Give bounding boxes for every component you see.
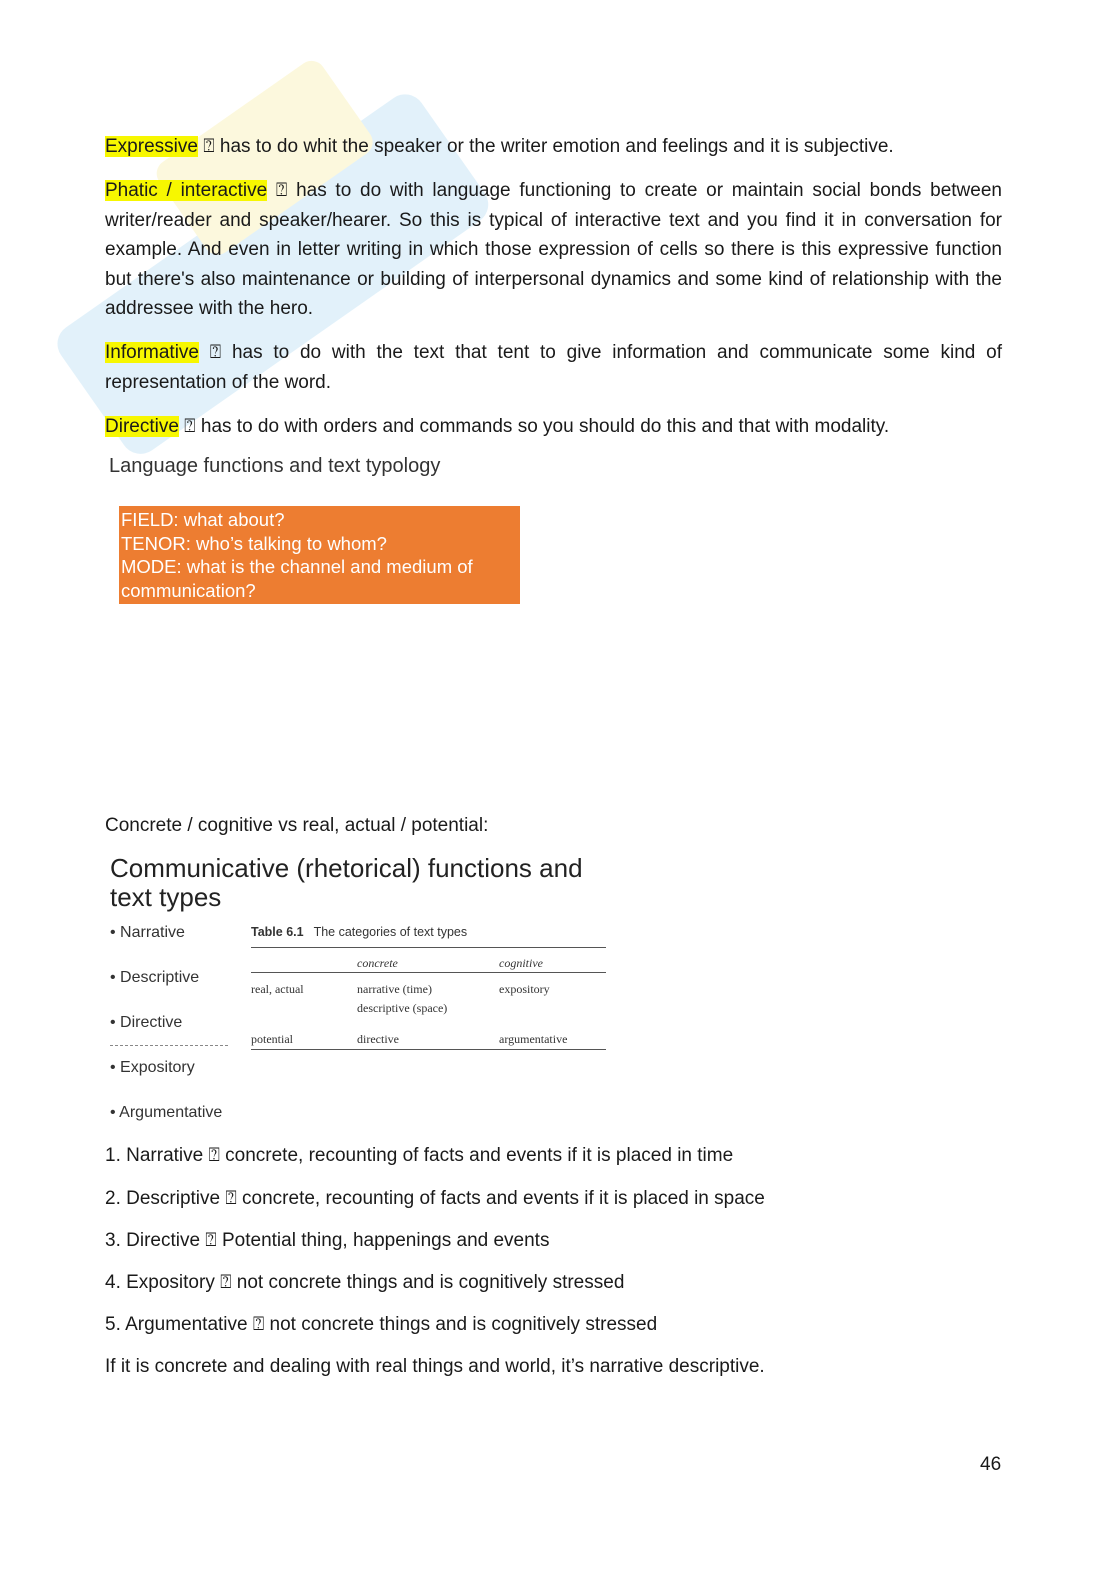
term-informative: Informative [105, 342, 199, 363]
table-cell: narrative (time) [357, 982, 432, 996]
slide-title: Language functions and text typology [109, 455, 441, 477]
term-phatic: Phatic / interactive [105, 180, 268, 201]
bullet-item: • Narrative [110, 924, 185, 941]
row-label: potential [251, 1032, 293, 1046]
table-caption [251, 925, 467, 939]
arrow-glyph: ⍰ [178, 416, 201, 437]
slide-title: Communicative (rhetorical) functions and text types [110, 853, 583, 912]
list-item: 5. Argumentative ⍰ not concrete things and is cognitively stressed [105, 1314, 658, 1335]
col-header: cognitive [499, 956, 543, 970]
table-rule [251, 972, 606, 973]
box-line: FIELD: what about? [121, 509, 285, 530]
page-number: 46 [980, 1454, 1002, 1475]
paragraph-text: has to do whit the speaker or the writer emotion and feelings and it is subjective. [219, 136, 894, 157]
bullet-item: • Argumentative [110, 1104, 223, 1121]
arrow-glyph: ⍰ [267, 180, 297, 201]
table-cell: expository [499, 982, 550, 996]
bullet-item: • Descriptive [110, 969, 200, 986]
paragraph-expressive [105, 132, 1002, 162]
list-item: 3. Directive ⍰ Potential thing, happenings and events [105, 1230, 550, 1251]
table-cell: descriptive (space) [357, 1001, 448, 1015]
box-line: TENOR: who’s talking to whom? [121, 532, 387, 554]
table-rule [251, 1049, 606, 1050]
box-line: MODE: what is the channel and medium of [121, 556, 473, 578]
arrow-glyph: ⍰ [198, 342, 232, 363]
table-caption-text: The categories of text types [313, 925, 468, 939]
paragraph-directive [105, 412, 1002, 442]
paragraph-text: has to do with the text that tent to give information and communicate some kind of representation of the word. [105, 342, 1002, 393]
closing-sentence: If it is concrete and dealing with real things and world, it’s narrative descriptive. [105, 1356, 765, 1377]
paragraph-informative [105, 338, 1002, 397]
list-item: 2. Descriptive ⍰ concrete, recounting of facts and events if it is placed in space [105, 1188, 765, 1209]
paragraph-text: has to do with language functioning to create or maintain social bonds between writer/reader and speaker/hearer. So this is typical of interactive text and you find it in conversation for example. And even in letter writing in which those expression of cells so there is this expressive function but there's also maintenance or building of interpersonal dynamics and some kind of relationship with the addressee with the hero. [105, 180, 1002, 319]
table-cell: directive [357, 1032, 399, 1046]
subheading: Concrete / cognitive vs real, actual / potential: [105, 815, 489, 836]
bullet-item: • Expository [110, 1059, 195, 1076]
list-item: 4. Expository ⍰ not concrete things and is cognitively stressed [105, 1272, 625, 1293]
slide-language-functions [105, 455, 525, 610]
dashed-divider [110, 1045, 228, 1046]
table-cell: argumentative [499, 1032, 568, 1046]
term-directive: Directive [105, 416, 179, 437]
arrow-glyph: ⍰ [197, 136, 220, 157]
table-rule [251, 947, 606, 948]
table-label: Table 6.1 [251, 925, 304, 939]
field-tenor-mode-box [119, 506, 520, 604]
slide-text-types [105, 852, 610, 1128]
paragraph-text: has to do with orders and commands so you should do this and that with modality. [200, 416, 890, 437]
paragraph-phatic [105, 176, 1002, 324]
col-header: concrete [357, 956, 398, 970]
row-label: real, actual [251, 982, 304, 996]
box-line: communication? [121, 579, 256, 601]
bullet-item: • Directive [110, 1014, 183, 1031]
list-item: 1. Narrative ⍰ concrete, recounting of facts and events if it is placed in time [105, 1145, 734, 1166]
term-expressive: Expressive [105, 136, 198, 157]
